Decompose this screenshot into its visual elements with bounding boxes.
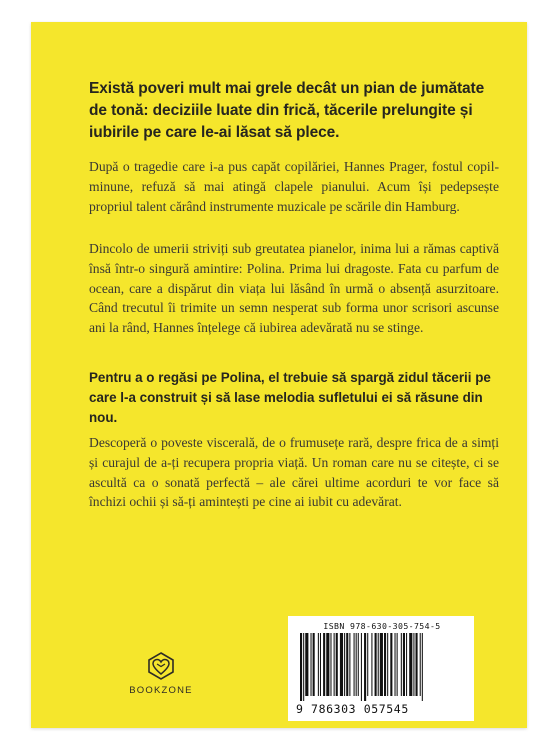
- barcode-bar: [384, 633, 386, 696]
- barcode-bar: [320, 633, 321, 696]
- barcode-bar: [409, 633, 412, 696]
- barcode-bar: [403, 633, 405, 696]
- barcode-bar: [303, 633, 304, 701]
- barcode-bar: [313, 633, 315, 696]
- blurb-paragraph-2: Dincolo de umerii striviți sub greutatea pianelor, inima lui a rămas captivă însă într-o singură amintire: Polina. Prima lui dragoste. Fata cu parfum de ocean, care a dispărut din viața lui lăsând în urmă o absență asurzitoare. Când trecutul îi trimite un semn nesperat sub forma unor scrisori ascunse ani la rând, Hannes înțelege că iubirea adevărată nu se stinge.: [89, 241, 499, 336]
- barcode-bar: [305, 633, 308, 696]
- barcode-bar: [420, 633, 421, 696]
- barcode-bar: [364, 633, 366, 701]
- barcode-bar: [334, 633, 335, 696]
- barcode-bar: [330, 633, 331, 696]
- barcode-bar: [349, 633, 350, 696]
- barcode-bar: [340, 633, 343, 696]
- barcode-bar: [367, 633, 368, 696]
- barcode-bar: [356, 633, 357, 696]
- barcode-bar: [406, 633, 407, 696]
- barcode-bar: [311, 633, 312, 696]
- barcode-bar: [401, 633, 402, 696]
- publisher-name: BOOKZONE: [129, 685, 193, 696]
- barcode-bar: [358, 633, 359, 696]
- barcode-bar: [318, 633, 319, 696]
- barcode-bar: [326, 633, 329, 696]
- lead-statement: Există poveri mult mai grele decât un pian de jumătate de tonă: deciziile luate din frică, tăcerile prelungite și iubirile pe care le-ai lăsat să plece.: [89, 80, 485, 141]
- book-heart-icon: [146, 651, 176, 681]
- isbn-barcode: [288, 616, 474, 721]
- barcode-bar: [336, 633, 338, 696]
- barcode-bar: [300, 633, 302, 701]
- barcode-bar: [422, 633, 423, 701]
- barcode-bar: [380, 633, 383, 696]
- blurb-emphasis: Pentru a o regăsi pe Polina, el trebuie să spargă zidul tăcerii pe care l-a construit și să lase melodia sufletului ei să răsune din nou.: [89, 370, 491, 425]
- barcode-bar: [413, 633, 414, 696]
- barcode-bar: [397, 633, 398, 696]
- barcode-bar: [346, 633, 348, 696]
- ean-digits: 9 786303 057545: [296, 702, 409, 716]
- barcode-bar: [354, 633, 355, 696]
- barcode-bar: [378, 633, 379, 696]
- barcode-bar: [323, 633, 325, 696]
- blurb-paragraph-1: După o tragedie care i-a pus capăt copilăriei, Hannes Prager, fostul copil-minune, refuză să mai atingă clapele pianului. Acum își pedepsește propriul talent cărând instrumente muzicale pe scările din Hamburg.: [89, 159, 499, 214]
- barcode-bar: [361, 633, 362, 701]
- publisher-logo: [126, 651, 196, 696]
- barcode-bar: [416, 633, 418, 696]
- barcode-bar: [390, 633, 392, 696]
- barcode-bar: [344, 633, 345, 696]
- isbn-label: ISBN 978-630-305-754-5: [323, 621, 441, 631]
- barcode-bar: [371, 633, 372, 696]
- book-back-cover: [31, 22, 527, 728]
- barcode-bar: [387, 633, 388, 696]
- barcode-bar: [395, 633, 396, 696]
- blurb-paragraph-4: Descoperă o poveste viscerală, de o frumusețe rară, despre frica de a simți și curajul de a-ți recupera propria viață. Un roman care nu se citește, ci se ascultă ca o sonată perfectă – ale cărei ultime acorduri te vor face să închizi ochii și să-ți amintești pe cine ai iubit cu adevărat.: [89, 435, 499, 510]
- barcode-bars: [300, 633, 464, 701]
- barcode-bar: [375, 633, 377, 696]
